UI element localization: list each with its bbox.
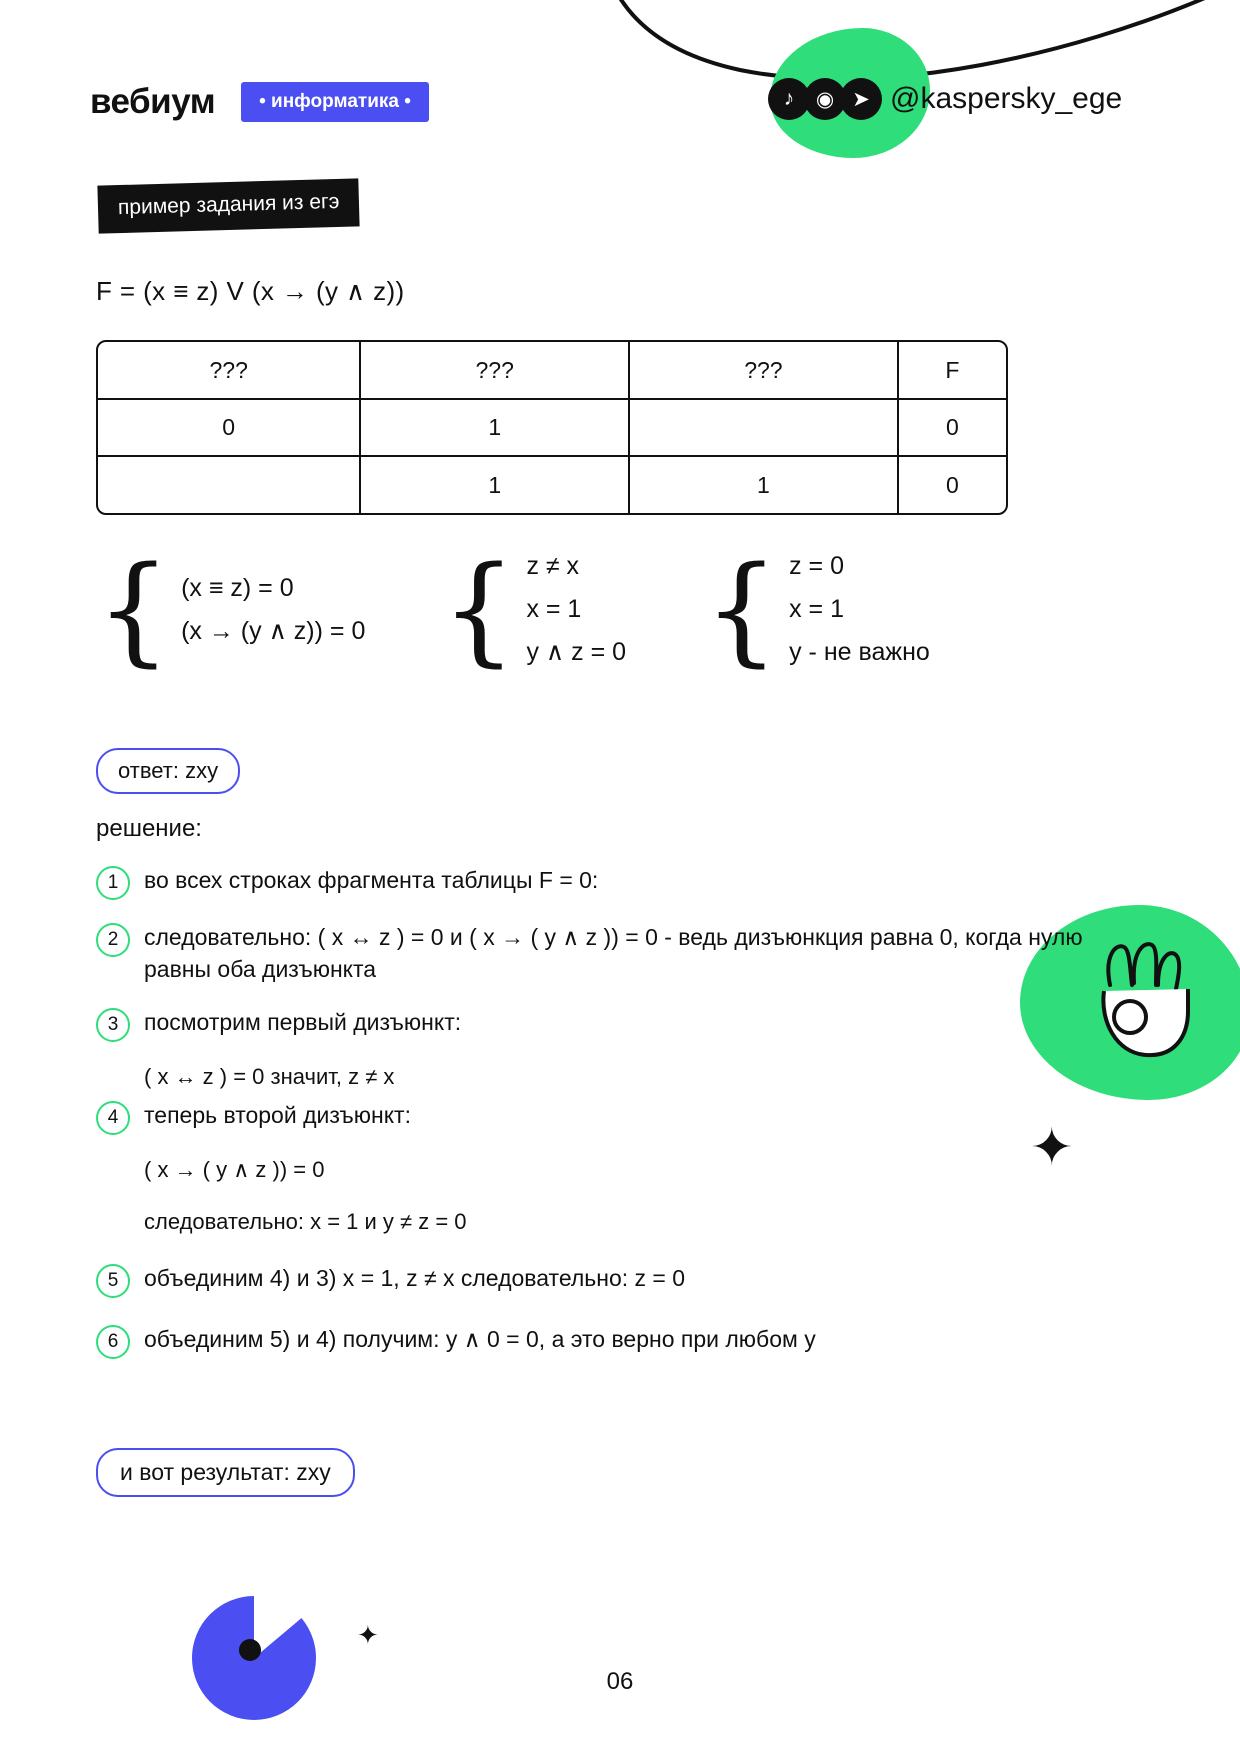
- solution-label: решение:: [96, 815, 202, 842]
- list-item: [96, 1324, 1096, 1359]
- brand-header: [90, 82, 429, 122]
- brace-icon: {: [96, 540, 172, 679]
- brace-icon: {: [441, 540, 517, 679]
- system-line: (x → (y ∧ z)) = 0: [181, 616, 366, 645]
- step-number: 4: [96, 1101, 130, 1135]
- example-tag: пример задания из егэ: [97, 178, 360, 233]
- list-item: [96, 865, 1096, 900]
- result-badge: и вот результат: zxy: [96, 1448, 355, 1497]
- step-text: во всех строках фрагмента таблицы F = 0:: [144, 867, 599, 893]
- table-header-cell: ???: [629, 342, 898, 399]
- system-line: y - не важно: [789, 638, 930, 666]
- brace-icon: {: [704, 540, 780, 679]
- tiktok-icon[interactable]: ♪: [768, 78, 810, 120]
- telegram-icon[interactable]: ➤: [840, 78, 882, 120]
- instagram-icon[interactable]: ◉: [804, 78, 846, 120]
- list-item: [96, 1100, 1096, 1135]
- table-header-cell: F: [898, 342, 1006, 399]
- step-number: 2: [96, 923, 130, 957]
- system-1: [96, 540, 366, 679]
- table-cell: 1: [360, 399, 629, 456]
- answer-badge: ответ: zxy: [96, 748, 240, 794]
- subject-badge: • информатика •: [241, 82, 429, 122]
- pacman-eye-icon: [239, 1639, 261, 1661]
- step-text: теперь второй дизъюнкт:: [144, 1102, 411, 1129]
- step-sub-line: ( x → ( y ∧ z )) = 0: [144, 1157, 325, 1183]
- table-cell: 0: [945, 471, 959, 498]
- sparkle-icon: ✦: [1030, 1119, 1074, 1177]
- table-cell: 0: [898, 399, 1006, 456]
- system-2: [441, 540, 627, 679]
- table-header-cell: ???: [98, 342, 360, 399]
- social-links[interactable]: [768, 78, 1122, 120]
- step-number: 3: [96, 1008, 130, 1042]
- step-text: объединим 4) и 3) x = 1, z ≠ x следовательно: z = 0: [144, 1265, 686, 1292]
- system-line: x = 1: [526, 595, 582, 623]
- list-item: [96, 1007, 1096, 1042]
- table-row: [98, 399, 1006, 456]
- step-text: следовательно: ( x ↔ z ) = 0 и ( x → ( y ∧ z )) = 0 - ведь дизъюнкция равна 0, когда нулю равны оба дизъюнкта: [144, 924, 1083, 982]
- system-line: (x ≡ z) = 0: [181, 573, 294, 602]
- table-cell: 1: [360, 456, 629, 513]
- table-header-row: [98, 342, 1006, 399]
- system-3: [704, 540, 930, 679]
- sparkle-small-icon: ✦: [357, 1620, 379, 1650]
- equation-systems: [96, 540, 986, 679]
- ok-hand-icon: [1090, 925, 1200, 1075]
- brand-name: вебиум: [90, 82, 216, 121]
- system-line: z = 0: [789, 552, 845, 580]
- table-cell: [629, 399, 898, 456]
- step-number: 1: [96, 866, 130, 900]
- system-line: z ≠ x: [526, 552, 580, 580]
- step-number: 5: [96, 1264, 130, 1298]
- system-line: x = 1: [789, 595, 845, 623]
- system-line: y ∧ z = 0: [526, 638, 627, 666]
- truth-table: [96, 340, 1008, 515]
- solution-steps: [96, 865, 1096, 1381]
- step-text: объединим 5) и 4) получим: y ∧ 0 = 0, а это верно при любом y: [144, 1326, 816, 1353]
- step-text: посмотрим первый дизъюнкт:: [144, 1009, 462, 1036]
- main-formula: F = (x ≡ z) V (x → (y ∧ z)): [96, 276, 405, 306]
- list-item: [96, 1263, 1096, 1298]
- table-cell: 1: [629, 456, 898, 513]
- step-sub-line: следовательно: x = 1 и y ≠ z = 0: [144, 1209, 467, 1235]
- social-handle[interactable]: @kaspersky_ege: [890, 82, 1123, 115]
- step-number: 6: [96, 1325, 130, 1359]
- list-item: [96, 922, 1096, 985]
- table-cell: 0: [98, 399, 360, 456]
- table-row: [98, 456, 1006, 513]
- table-header-cell: ???: [360, 342, 629, 399]
- page-number: 06: [606, 1668, 634, 1695]
- step-sub-line: ( x ↔ z ) = 0 значит, z ≠ x: [144, 1064, 395, 1090]
- table-cell: [98, 456, 360, 513]
